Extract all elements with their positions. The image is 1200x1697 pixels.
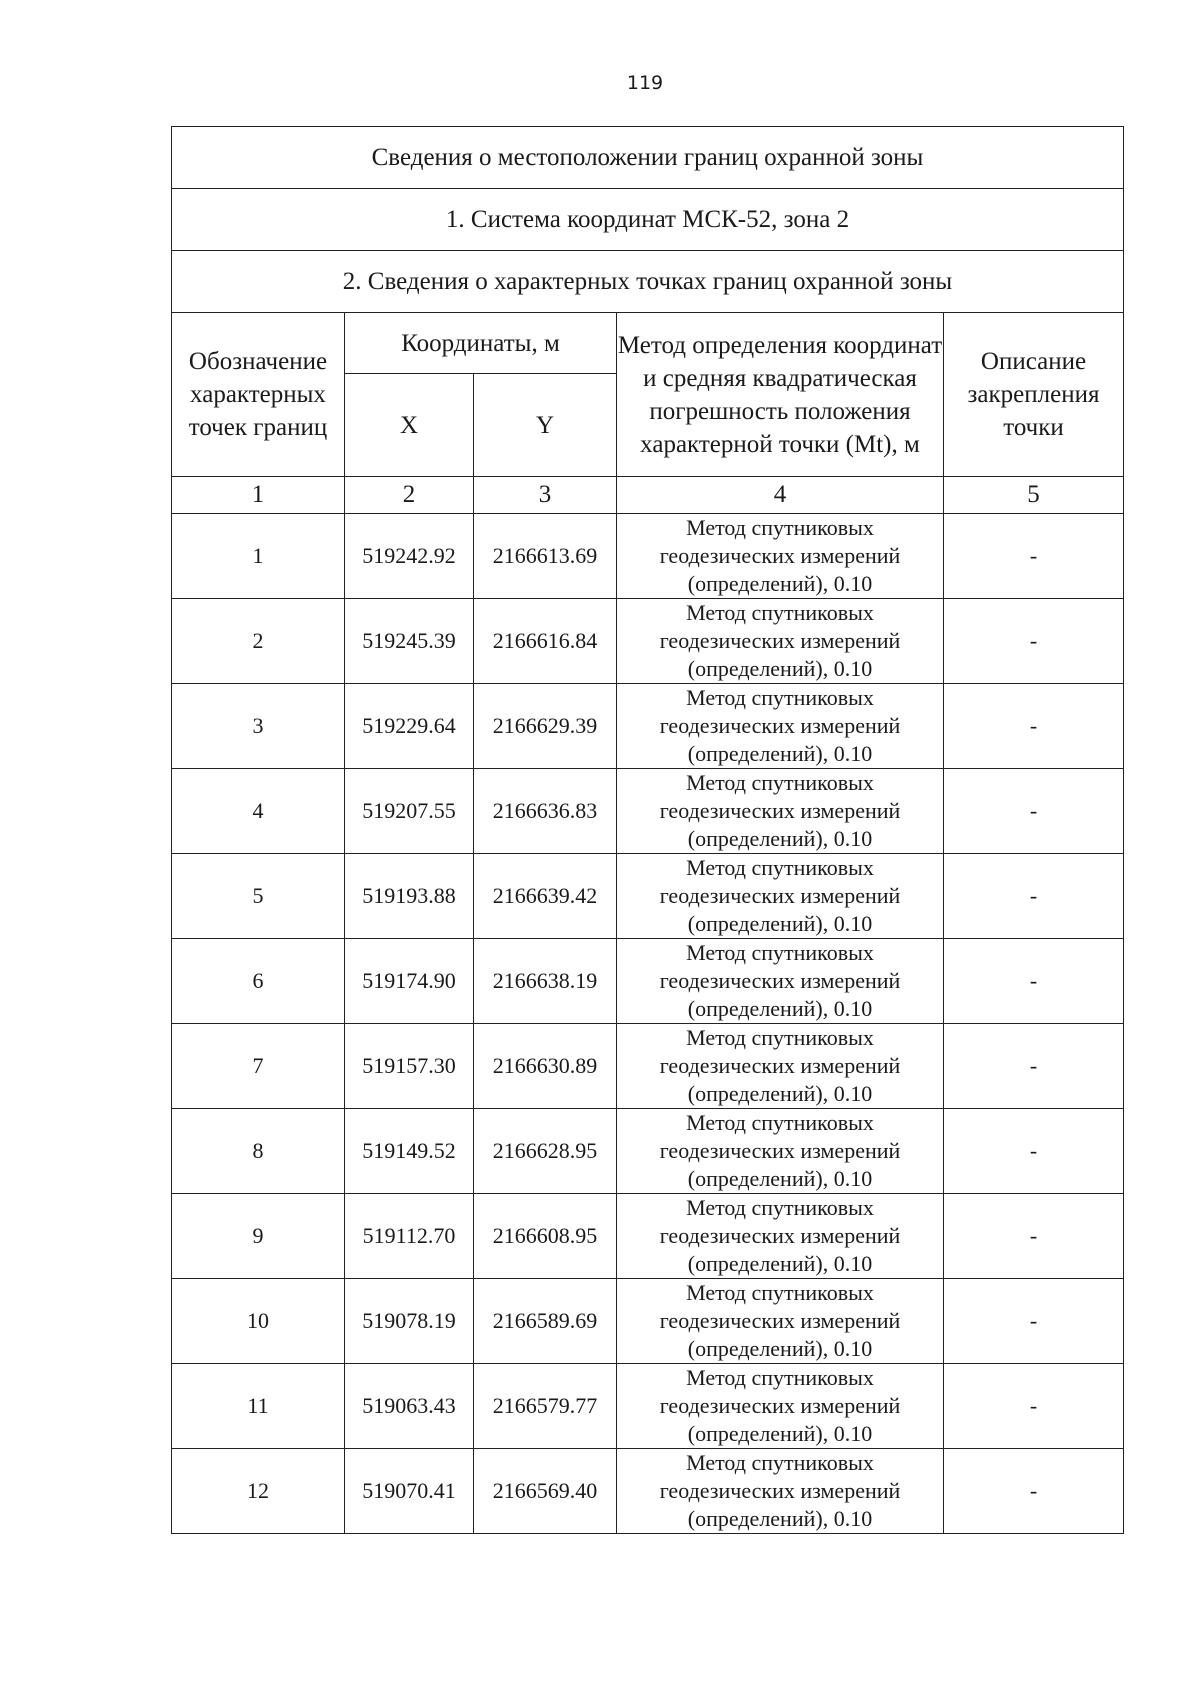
column-number: 1: [172, 477, 345, 514]
coord-x: 519078.19: [345, 1279, 474, 1364]
method-line: Метод спутниковых: [686, 940, 874, 965]
point-number: 7: [172, 1024, 345, 1109]
method-line: геодезических измерений: [659, 1478, 901, 1503]
method-cell: [617, 1109, 944, 1194]
method-line: геодезических измерений: [659, 883, 901, 908]
header-coordinates: Координаты, м: [345, 313, 617, 374]
point-number: 1: [172, 514, 345, 599]
method-line: (определений), 0.10: [687, 911, 873, 936]
method-cell: [617, 1279, 944, 1364]
column-number: 5: [944, 477, 1124, 514]
method-line: (определений), 0.10: [687, 571, 873, 596]
table-row: [172, 1194, 1124, 1279]
coord-x: 519112.70: [345, 1194, 474, 1279]
point-description: -: [944, 1364, 1124, 1449]
coord-y: 2166579.77: [474, 1364, 617, 1449]
coord-x: 519245.39: [345, 599, 474, 684]
method-line: Метод спутниковых: [686, 1450, 874, 1475]
method-line: (определений), 0.10: [687, 1081, 873, 1106]
coord-y: 2166569.40: [474, 1449, 617, 1534]
method-line: (определений), 0.10: [687, 996, 873, 1021]
method-line: (определений), 0.10: [687, 741, 873, 766]
point-number: 2: [172, 599, 345, 684]
coord-y: 2166608.95: [474, 1194, 617, 1279]
table-row: [172, 514, 1124, 599]
method-line: геодезических измерений: [659, 1223, 901, 1248]
coord-x: 519063.43: [345, 1364, 474, 1449]
coord-x: 519174.90: [345, 939, 474, 1024]
coord-x: 519149.52: [345, 1109, 474, 1194]
method-line: Метод спутниковых: [686, 685, 874, 710]
point-description: -: [944, 1024, 1124, 1109]
point-description: -: [944, 939, 1124, 1024]
point-description: -: [944, 1194, 1124, 1279]
coordinate-system: 1. Система координат МСК-52, зона 2: [172, 189, 1124, 251]
points-heading-row: [172, 251, 1124, 313]
point-number: 11: [172, 1364, 345, 1449]
point-description: -: [944, 684, 1124, 769]
table-row: [172, 1364, 1124, 1449]
header-y: Y: [474, 374, 617, 477]
table-row: [172, 1449, 1124, 1534]
coord-x: 519207.55: [345, 769, 474, 854]
method-cell: [617, 514, 944, 599]
method-line: Метод спутниковых: [686, 770, 874, 795]
coord-x: 519242.92: [345, 514, 474, 599]
method-cell: [617, 769, 944, 854]
method-line: (определений), 0.10: [687, 826, 873, 851]
method-line: Метод спутниковых: [686, 855, 874, 880]
page-number: 119: [626, 72, 664, 94]
coord-y: 2166616.84: [474, 599, 617, 684]
coord-y: 2166628.95: [474, 1109, 617, 1194]
header-x: X: [345, 374, 474, 477]
method-cell: [617, 854, 944, 939]
point-description: -: [944, 854, 1124, 939]
coord-y: 2166636.83: [474, 769, 617, 854]
method-line: геодезических измерений: [659, 628, 901, 653]
method-cell: [617, 1364, 944, 1449]
method-line: геодезических измерений: [659, 543, 901, 568]
point-description: -: [944, 514, 1124, 599]
column-numbers-row: [172, 477, 1124, 514]
method-line: (определений), 0.10: [687, 656, 873, 681]
coord-x: 519229.64: [345, 684, 474, 769]
method-cell: [617, 1449, 944, 1534]
method-line: Метод спутниковых: [686, 1365, 874, 1390]
point-number: 10: [172, 1279, 345, 1364]
coord-x: 519157.30: [345, 1024, 474, 1109]
method-line: геодезических измерений: [659, 1138, 901, 1163]
method-line: Метод спутниковых: [686, 600, 874, 625]
method-cell: [617, 1024, 944, 1109]
method-line: геодезических измерений: [659, 1053, 901, 1078]
point-number: 9: [172, 1194, 345, 1279]
coord-y: 2166630.89: [474, 1024, 617, 1109]
title-row: [172, 127, 1124, 189]
table-row: [172, 1024, 1124, 1109]
coordinate-system-row: [172, 189, 1124, 251]
method-line: геодезических измерений: [659, 1393, 901, 1418]
column-number: 3: [474, 477, 617, 514]
table-row: [172, 939, 1124, 1024]
point-description: -: [944, 769, 1124, 854]
column-number: 2: [345, 477, 474, 514]
header-designation: Обозначение характерных точек границ: [172, 313, 345, 477]
method-line: (определений), 0.10: [687, 1251, 873, 1276]
table-row: [172, 1109, 1124, 1194]
point-number: 8: [172, 1109, 345, 1194]
method-line: Метод спутниковых: [686, 1195, 874, 1220]
coord-y: 2166639.42: [474, 854, 617, 939]
table-title: Сведения о местоположении границ охранной зоны: [172, 127, 1124, 189]
method-line: (определений), 0.10: [687, 1166, 873, 1191]
method-line: (определений), 0.10: [687, 1421, 873, 1446]
table-row: [172, 599, 1124, 684]
point-number: 3: [172, 684, 345, 769]
method-line: геодезических измерений: [659, 968, 901, 993]
header-method: Метод определения координат и средняя квадратическая погрешность положения характерной точки (Mt), м: [617, 313, 944, 477]
point-number: 4: [172, 769, 345, 854]
method-line: (определений), 0.10: [687, 1506, 873, 1531]
point-number: 5: [172, 854, 345, 939]
point-description: -: [944, 1279, 1124, 1364]
method-line: Метод спутниковых: [686, 515, 874, 540]
method-line: Метод спутниковых: [686, 1280, 874, 1305]
method-line: геодезических измерений: [659, 798, 901, 823]
point-number: 6: [172, 939, 345, 1024]
header-row-1: [172, 313, 1124, 374]
table-row: [172, 854, 1124, 939]
points-heading: 2. Сведения о характерных точках границ охранной зоны: [172, 251, 1124, 313]
method-cell: [617, 939, 944, 1024]
coord-y: 2166613.69: [474, 514, 617, 599]
header-description: Описание закрепления точки: [944, 313, 1124, 477]
coord-y: 2166638.19: [474, 939, 617, 1024]
table-row: [172, 684, 1124, 769]
method-line: геодезических измерений: [659, 713, 901, 738]
point-number: 12: [172, 1449, 345, 1534]
table-row: [172, 1279, 1124, 1364]
point-description: -: [944, 599, 1124, 684]
boundary-points-table: [171, 126, 1124, 1534]
method-line: Метод спутниковых: [686, 1110, 874, 1135]
coord-x: 519193.88: [345, 854, 474, 939]
method-line: Метод спутниковых: [686, 1025, 874, 1050]
column-number: 4: [617, 477, 944, 514]
table-row: [172, 769, 1124, 854]
coord-y: 2166629.39: [474, 684, 617, 769]
method-cell: [617, 684, 944, 769]
method-line: (определений), 0.10: [687, 1336, 873, 1361]
coord-y: 2166589.69: [474, 1279, 617, 1364]
method-cell: [617, 1194, 944, 1279]
point-description: -: [944, 1109, 1124, 1194]
coord-x: 519070.41: [345, 1449, 474, 1534]
method-cell: [617, 599, 944, 684]
method-line: геодезических измерений: [659, 1308, 901, 1333]
point-description: -: [944, 1449, 1124, 1534]
